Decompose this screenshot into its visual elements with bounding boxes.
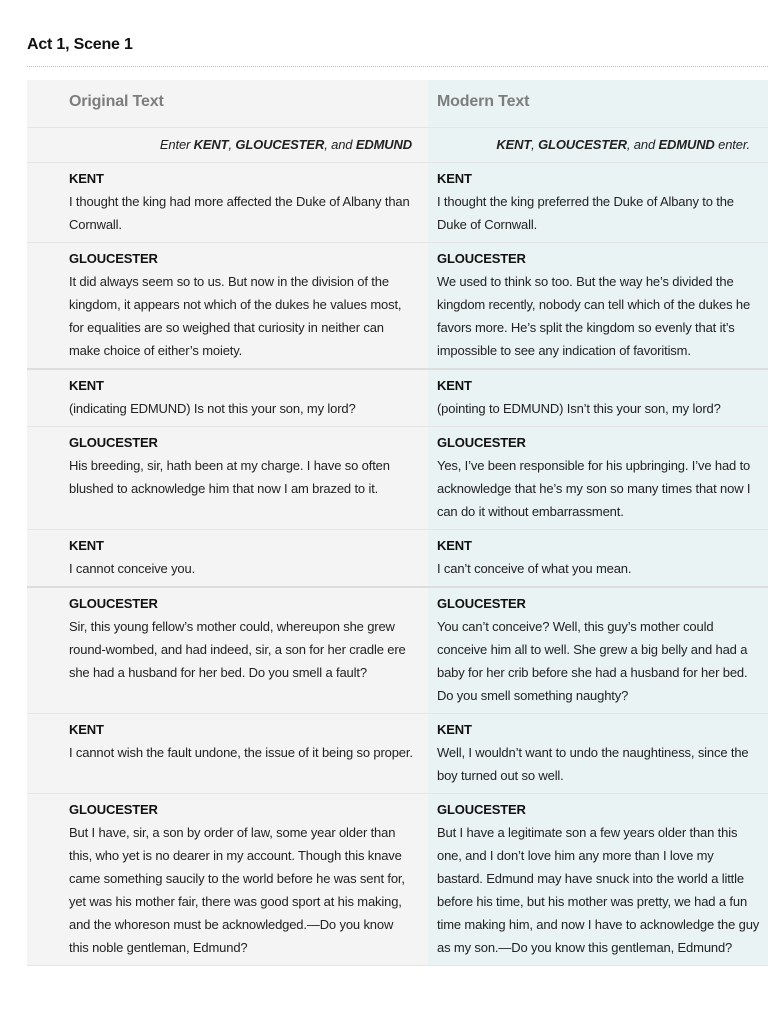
line-text: You can’t conceive? Well, this guy’s mother could conceive him all to well. She grew a big belly and had a baby for her crib before she had a husband for her bed. Do you smell something naughty? bbox=[437, 619, 748, 703]
table-header-row bbox=[27, 80, 768, 128]
line-text: I thought the king preferred the Duke of Albany to the Duke of Cornwall. bbox=[437, 194, 734, 232]
line-text: I can’t conceive of what you mean. bbox=[437, 561, 632, 576]
modern-line bbox=[428, 370, 768, 426]
direction-text: , and bbox=[324, 137, 356, 152]
character-name: KENT bbox=[193, 137, 229, 152]
line-text: It did always seem so to us. But now in the division of the kingdom, it appears not which of the dukes he values most, for equalities are so weighed that curiosity in neither can make choice of either’s moiety. bbox=[69, 274, 402, 358]
dialogue-row bbox=[27, 427, 768, 530]
speaker-name: KENT bbox=[437, 722, 472, 737]
modern-line bbox=[428, 530, 768, 586]
line-text: But I have a legitimate son a few years older than this one, and I don’t love him any more than I love my bastard. Edmund may have snuck into the world a little before his time, but his mother was pretty, we had a fun time making him, and now I have to acknowledge the guy as my son.—Do you know this gentleman, Edmund? bbox=[437, 825, 760, 955]
speaker-name: KENT bbox=[69, 538, 104, 553]
speaker-name: KENT bbox=[437, 378, 472, 393]
dialogue-row bbox=[27, 243, 768, 370]
speaker-name: GLOUCESTER bbox=[437, 802, 526, 817]
modern-line bbox=[428, 588, 768, 713]
modern-line bbox=[428, 714, 768, 793]
speaker-name: GLOUCESTER bbox=[69, 435, 158, 450]
line-text: But I have, sir, a son by order of law, some year older than this, who yet is no dearer in my account. Though this knave came something saucily to the world before he was sent for, yet was his mother fair, there was good sport at his making, and the whoreson must be acknowledged.—Do you know this noble gentleman, Edmund? bbox=[69, 825, 405, 955]
line-text: I cannot conceive you. bbox=[69, 561, 196, 576]
direction-text: Enter bbox=[159, 137, 194, 152]
modern-line bbox=[428, 243, 768, 368]
original-line bbox=[27, 163, 428, 242]
character-name: EDMUND bbox=[355, 137, 412, 152]
original-line bbox=[27, 794, 428, 965]
dialogue-row bbox=[27, 794, 768, 966]
modern-text-header: Modern Text bbox=[428, 80, 768, 127]
original-line bbox=[27, 427, 428, 529]
character-name: EDMUND bbox=[658, 137, 715, 152]
character-name: KENT bbox=[496, 137, 532, 152]
speaker-name: GLOUCESTER bbox=[437, 435, 526, 450]
scene-heading: Act 1, Scene 1 bbox=[27, 36, 133, 53]
line-text: We used to think so too. But the way he’s divided the kingdom recently, nobody can tell which of the dukes he favors more. He’s split the kingdom so evenly that it’s impossible to see any indication of favoritism. bbox=[437, 274, 751, 358]
line-text: His breeding, sir, hath been at my charge. I have so often blushed to acknowledge him that now I am brazed to it. bbox=[69, 458, 390, 496]
speaker-name: KENT bbox=[437, 171, 472, 186]
original-line bbox=[27, 588, 428, 713]
stage-direction-row bbox=[27, 128, 768, 163]
dialogue-row bbox=[27, 370, 768, 427]
dialogue-row bbox=[27, 530, 768, 588]
line-text: Yes, I’ve been responsible for his upbringing. I’ve had to acknowledge that he’s my son so many times that now I can do it without embarrassment. bbox=[437, 458, 751, 519]
original-line bbox=[27, 714, 428, 793]
modern-stage-direction bbox=[428, 128, 768, 162]
direction-text: , bbox=[531, 137, 539, 152]
speaker-name: GLOUCESTER bbox=[69, 596, 158, 611]
original-stage-direction bbox=[27, 128, 428, 162]
direction-text: , bbox=[228, 137, 236, 152]
character-name: GLOUCESTER bbox=[235, 137, 325, 152]
speaker-name: GLOUCESTER bbox=[69, 802, 158, 817]
character-name: GLOUCESTER bbox=[538, 137, 627, 152]
modern-line bbox=[428, 427, 768, 529]
modern-line bbox=[428, 794, 768, 965]
original-text-header: Original Text bbox=[27, 80, 428, 127]
speaker-name: KENT bbox=[69, 722, 104, 737]
dialogue-row bbox=[27, 163, 768, 243]
side-by-side-table bbox=[27, 80, 768, 966]
speaker-name: KENT bbox=[69, 171, 104, 186]
line-text: (pointing to EDMUND) Isn’t this your son, my lord? bbox=[437, 401, 721, 416]
line-text: I cannot wish the fault undone, the issue of it being so proper. bbox=[69, 745, 413, 760]
line-text: Well, I wouldn’t want to undo the naughtiness, since the boy turned out so well. bbox=[437, 745, 749, 783]
dialogue-row bbox=[27, 588, 768, 714]
dotted-divider bbox=[27, 66, 768, 67]
modern-line bbox=[428, 163, 768, 242]
line-text: I thought the king had more affected the Duke of Albany than Cornwall. bbox=[69, 194, 410, 232]
line-text: (indicating EDMUND) Is not this your son, my lord? bbox=[69, 401, 356, 416]
speaker-name: KENT bbox=[437, 538, 472, 553]
dialogue-row bbox=[27, 714, 768, 794]
original-line bbox=[27, 530, 428, 586]
speaker-name: KENT bbox=[69, 378, 104, 393]
original-line bbox=[27, 243, 428, 368]
speaker-name: GLOUCESTER bbox=[69, 251, 158, 266]
original-line bbox=[27, 370, 428, 426]
line-text: Sir, this young fellow’s mother could, whereupon she grew round-wombed, and had indeed, sir, a son for her cradle ere she had a husband for her bed. Do you smell a fault? bbox=[69, 619, 406, 680]
direction-text: enter. bbox=[714, 137, 750, 152]
speaker-name: GLOUCESTER bbox=[437, 251, 526, 266]
speaker-name: GLOUCESTER bbox=[437, 596, 526, 611]
direction-text: , and bbox=[626, 137, 659, 152]
